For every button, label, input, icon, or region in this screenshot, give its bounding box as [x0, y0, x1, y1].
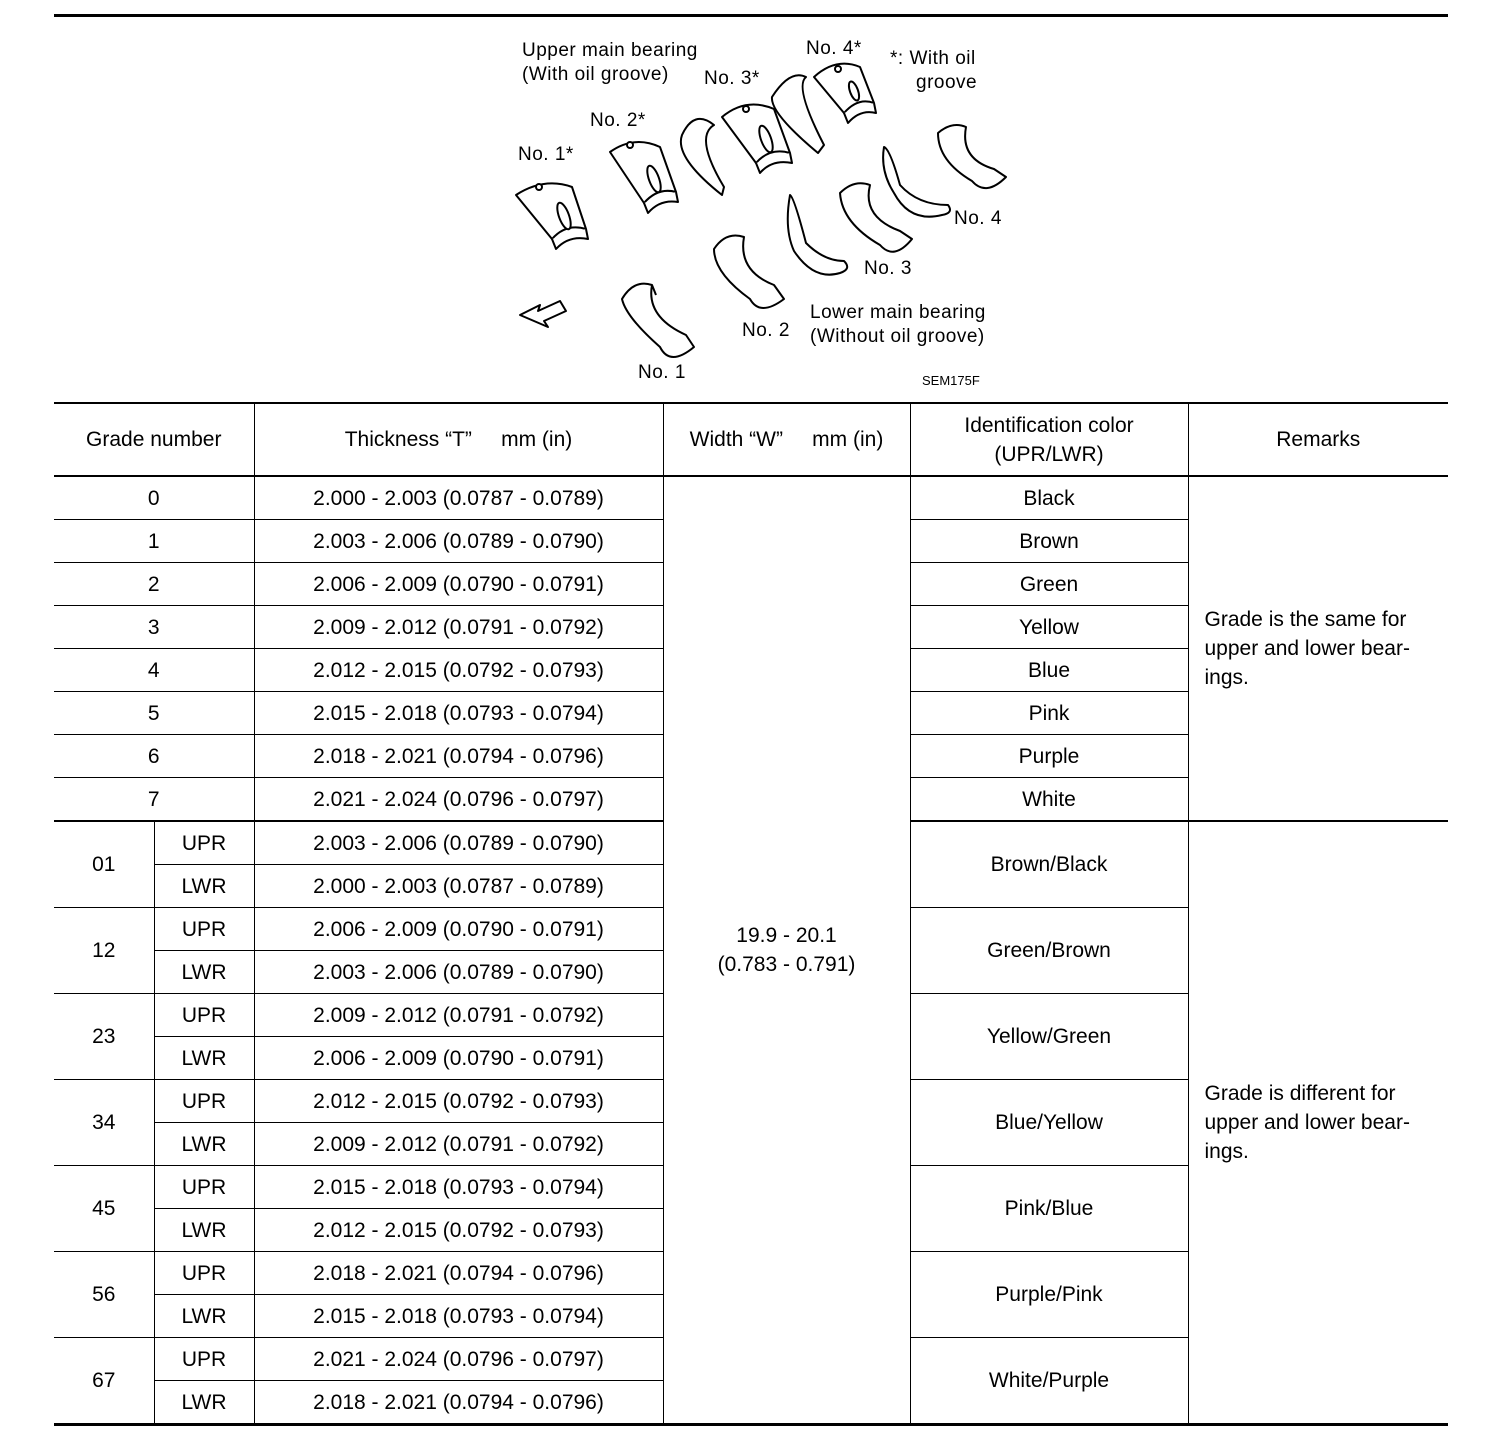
header-grade: Grade number	[54, 403, 254, 476]
lwr-label-cell: LWR	[154, 1123, 254, 1166]
remark-same-cell	[1188, 476, 1448, 821]
header-thickness: Thickness “T” mm (in)	[254, 403, 663, 476]
upper-label-4: No. 4*	[806, 38, 862, 59]
grade-cell: 4	[54, 649, 254, 692]
grade-cell: 56	[54, 1252, 154, 1338]
upper-bearing-3-side	[681, 119, 724, 195]
upper-title-line2: (With oil groove)	[522, 64, 669, 85]
lower-bearing-3-side	[788, 195, 847, 275]
header-row	[54, 403, 1448, 476]
thickness-cell: 2.012 - 2.015 (0.0792 - 0.0793)	[254, 1080, 663, 1123]
thickness-cell: 2.015 - 2.018 (0.0793 - 0.0794)	[254, 692, 663, 735]
grade-cell: 0	[54, 476, 254, 520]
color-cell: Green/Brown	[910, 908, 1188, 994]
table-row	[54, 476, 1448, 520]
thickness-cell: 2.003 - 2.006 (0.0789 - 0.0790)	[254, 520, 663, 563]
grade-cell: 01	[54, 821, 154, 908]
lwr-label-cell: LWR	[154, 1295, 254, 1338]
lower-bearing-2	[714, 236, 784, 309]
thickness-cell: 2.018 - 2.021 (0.0794 - 0.0796)	[254, 1252, 663, 1295]
upr-label-cell: UPR	[154, 1338, 254, 1381]
legend-line2: groove	[916, 72, 978, 93]
thickness-cell: 2.015 - 2.018 (0.0793 - 0.0794)	[254, 1166, 663, 1209]
legend-line1: *: With oil	[890, 48, 976, 69]
lwr-label-cell: LWR	[154, 1209, 254, 1252]
color-cell: Blue	[910, 649, 1188, 692]
lower-bearing-1	[622, 284, 694, 357]
grade-cell: 7	[54, 778, 254, 822]
thickness-cell: 2.015 - 2.018 (0.0793 - 0.0794)	[254, 1295, 663, 1338]
remark-same-line1: Grade is the same for	[1204, 608, 1407, 631]
color-cell: Purple/Pink	[910, 1252, 1188, 1338]
header-color	[910, 403, 1188, 476]
color-cell: Brown/Black	[910, 821, 1188, 908]
figure-code: SEM175F	[922, 373, 980, 388]
color-cell: White	[910, 778, 1188, 822]
lwr-label-cell: LWR	[154, 1037, 254, 1080]
grade-cell: 23	[54, 994, 154, 1080]
lwr-label-cell: LWR	[154, 1381, 254, 1425]
lower-title-line2: (Without oil groove)	[810, 326, 985, 347]
grade-cell: 67	[54, 1338, 154, 1425]
upr-label-cell: UPR	[154, 821, 254, 865]
thickness-cell: 2.009 - 2.012 (0.0791 - 0.0792)	[254, 994, 663, 1037]
grade-cell: 45	[54, 1166, 154, 1252]
color-cell: Yellow	[910, 606, 1188, 649]
thickness-cell: 2.003 - 2.006 (0.0789 - 0.0790)	[254, 951, 663, 994]
color-cell: Green	[910, 563, 1188, 606]
thickness-cell: 2.000 - 2.003 (0.0787 - 0.0789)	[254, 476, 663, 520]
header-remarks: Remarks	[1188, 403, 1448, 476]
color-cell: Brown	[910, 520, 1188, 563]
lower-bearing-4	[938, 125, 1006, 188]
grade-cell: 2	[54, 563, 254, 606]
grade-cell: 1	[54, 520, 254, 563]
thickness-cell: 2.012 - 2.015 (0.0792 - 0.0793)	[254, 649, 663, 692]
color-cell: Black	[910, 476, 1188, 520]
grade-cell: 34	[54, 1080, 154, 1166]
lower-bearing-4-side	[883, 147, 950, 217]
color-cell: Pink	[910, 692, 1188, 735]
thickness-cell: 2.018 - 2.021 (0.0794 - 0.0796)	[254, 1381, 663, 1425]
thickness-cell: 2.000 - 2.003 (0.0787 - 0.0789)	[254, 865, 663, 908]
lower-title-line1: Lower main bearing	[810, 302, 986, 323]
header-width: Width “W” mm (in)	[663, 403, 910, 476]
thickness-cell: 2.012 - 2.015 (0.0792 - 0.0793)	[254, 1209, 663, 1252]
remark-diff-line2: upper and lower bear-	[1204, 1111, 1410, 1134]
upper-label-3: No. 3*	[704, 68, 760, 89]
color-cell: Purple	[910, 735, 1188, 778]
remark-diff-line3: ings.	[1204, 1140, 1249, 1163]
color-cell: Blue/Yellow	[910, 1080, 1188, 1166]
grade-cell: 12	[54, 908, 154, 994]
lower-label-1: No. 1	[638, 362, 686, 383]
upper-bearing-1	[516, 183, 588, 249]
thickness-cell: 2.009 - 2.012 (0.0791 - 0.0792)	[254, 606, 663, 649]
upr-label-cell: UPR	[154, 1166, 254, 1209]
thickness-cell: 2.009 - 2.012 (0.0791 - 0.0792)	[254, 1123, 663, 1166]
upper-bearing-4	[814, 64, 876, 123]
color-cell: Pink/Blue	[910, 1166, 1188, 1252]
header-color-line2: (UPR/LWR)	[994, 442, 1104, 466]
remark-diff-line1: Grade is different for	[1204, 1082, 1396, 1105]
bearing-grade-table	[54, 402, 1448, 1426]
remark-same-line2: upper and lower bear-	[1204, 637, 1410, 660]
header-color-line1: Identification color	[964, 413, 1134, 437]
grade-cell: 5	[54, 692, 254, 735]
upper-label-2: No. 2*	[590, 110, 646, 131]
color-cell: White/Purple	[910, 1338, 1188, 1425]
upr-label-cell: UPR	[154, 994, 254, 1037]
bearing-figure	[54, 17, 1448, 402]
grade-cell: 3	[54, 606, 254, 649]
upper-label-1: No. 1*	[518, 144, 574, 165]
lwr-label-cell: LWR	[154, 865, 254, 908]
upper-bearing-2	[610, 142, 678, 213]
upr-label-cell: UPR	[154, 1080, 254, 1123]
width-value-line1: 19.9 - 20.1	[736, 924, 837, 947]
thickness-cell: 2.021 - 2.024 (0.0796 - 0.0797)	[254, 778, 663, 822]
upr-label-cell: UPR	[154, 1252, 254, 1295]
width-value-line2: (0.783 - 0.791)	[717, 953, 856, 976]
thickness-cell: 2.006 - 2.009 (0.0790 - 0.0791)	[254, 563, 663, 606]
remark-diff-cell	[1188, 821, 1448, 1425]
bearing-grade-table-wrapper	[54, 402, 1448, 1426]
color-cell: Yellow/Green	[910, 994, 1188, 1080]
lower-label-3: No. 3	[864, 258, 912, 279]
front-arrow	[520, 301, 566, 327]
lower-label-2: No. 2	[742, 320, 790, 341]
upr-label-cell: UPR	[154, 908, 254, 951]
thickness-cell: 2.003 - 2.006 (0.0789 - 0.0790)	[254, 821, 663, 865]
width-cell	[663, 476, 910, 1425]
lower-label-4: No. 4	[954, 208, 1002, 229]
lwr-label-cell: LWR	[154, 951, 254, 994]
thickness-cell: 2.018 - 2.021 (0.0794 - 0.0796)	[254, 735, 663, 778]
thickness-cell: 2.006 - 2.009 (0.0790 - 0.0791)	[254, 908, 663, 951]
grade-cell: 6	[54, 735, 254, 778]
remark-same-line3: ings.	[1204, 666, 1249, 689]
thickness-cell: 2.021 - 2.024 (0.0796 - 0.0797)	[254, 1338, 663, 1381]
thickness-cell: 2.006 - 2.009 (0.0790 - 0.0791)	[254, 1037, 663, 1080]
upper-title-line1: Upper main bearing	[522, 40, 698, 61]
